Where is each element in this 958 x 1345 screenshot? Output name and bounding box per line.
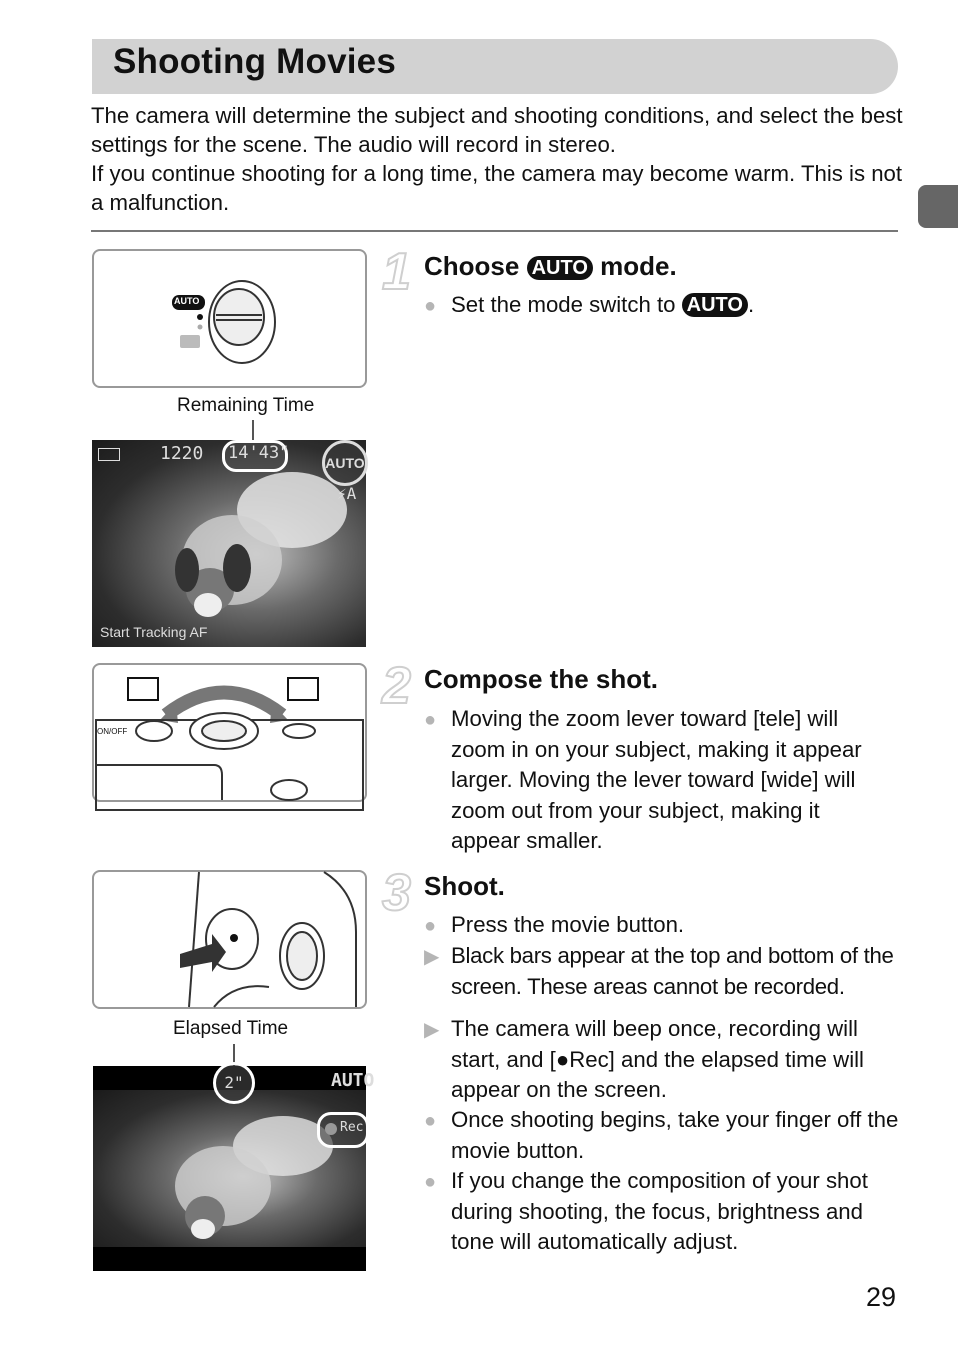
- mode-icon-label: AUTO: [325, 455, 365, 471]
- divider: [91, 230, 898, 232]
- step-3-number: 3: [382, 864, 411, 922]
- step-2-heading: Compose the shot.: [424, 664, 659, 694]
- circle-bullet-icon: ●: [424, 915, 437, 937]
- battery-icon: [98, 448, 120, 461]
- circle-bullet-icon: ●: [424, 709, 437, 731]
- step-1-bullet-before: Set the mode switch to: [451, 292, 682, 317]
- step-2-bullet-text: Moving the zoom lever toward [tele] will zoom in on your subject, making it appear larger. Moving the lever toward [wide] will zoom out from your subject, making it appear smaller.: [451, 706, 862, 853]
- auto-mode-icon: AUTO: [527, 256, 593, 280]
- shot-count: 1220: [160, 443, 204, 464]
- flash-auto-icon: ⚡A: [337, 484, 357, 503]
- recording-screen-photo: [93, 1066, 375, 1271]
- remaining-time: 14'43": [228, 443, 290, 463]
- page-title: Shooting Movies: [113, 42, 396, 81]
- circle-bullet-icon: ●: [424, 1171, 437, 1193]
- elapsed-time-caption: Elapsed Time: [173, 1018, 289, 1039]
- rec-dot-icon: [325, 1123, 337, 1135]
- section-tab: [918, 185, 958, 228]
- step-3-bullet-3: ▶ The camera will beep once, recording will start, and [●Rec] and the elapsed time will appear on the screen.: [424, 1014, 900, 1106]
- lcd-screen-photo: [92, 440, 366, 647]
- zoom-lever-icon: [94, 665, 365, 800]
- circle-bullet-icon: ●: [424, 295, 437, 317]
- step-1-heading-after: mode.: [592, 251, 677, 281]
- tracking-af-label: Start Tracking AF: [100, 624, 208, 640]
- page-number: 29: [866, 1282, 897, 1312]
- step-3-bullet-4: ● Once shooting begins, take your finger off the movie button.: [424, 1105, 900, 1166]
- remaining-time-caption: Remaining Time: [177, 395, 315, 416]
- auto-mode-icon: AUTO: [682, 293, 748, 317]
- step-3-heading: Shoot.: [424, 871, 505, 901]
- step-1-bullet-after: .: [747, 292, 755, 317]
- mode-switch-icon: [94, 251, 365, 386]
- step-3-bullet-2: ▶ Black bars appear at the top and bottom of the screen. These areas cannot be recorded.: [424, 941, 904, 1002]
- triangle-bullet-icon: ▶: [424, 1019, 440, 1041]
- elapsed-time-highlight: [213, 1062, 255, 1104]
- step-1-bullet: [424, 290, 904, 322]
- intro-paragraph-1: The camera will determine the subject and shooting conditions, and select the best settings for the scene. The audio will record in stereo.: [91, 103, 903, 157]
- step-1-heading: [424, 251, 677, 282]
- mode-switch-illustration: [92, 249, 367, 388]
- step-2-number: 2: [382, 657, 411, 715]
- step-3-bullet-1: ● Press the movie button.: [424, 910, 904, 942]
- mode-icon: AUTO: [331, 1070, 375, 1091]
- circle-bullet-icon: ●: [424, 1110, 437, 1132]
- intro-paragraph-2: If you continue shooting for a long time, the camera may become warm. This is not a malfunction.: [91, 161, 903, 215]
- zoom-lever-illustration: [92, 663, 367, 802]
- step-3-bullet-5: ● If you change the composition of your shot during shooting, the focus, brightness and tone will automatically adjust.: [424, 1166, 900, 1258]
- movie-button-icon: [94, 872, 365, 1007]
- triangle-bullet-icon: ▶: [424, 946, 440, 968]
- dial-auto-label: AUTO: [174, 296, 200, 306]
- intro-text: [91, 101, 906, 217]
- step-1-number: 1: [382, 243, 411, 301]
- step-1-heading-before: Choose: [424, 251, 527, 281]
- step-2-bullet: [424, 704, 894, 857]
- rec-highlight: [317, 1112, 369, 1148]
- mode-icon: [322, 440, 368, 486]
- elapsed-time: 2": [224, 1073, 244, 1092]
- rec-label: Rec: [340, 1120, 364, 1135]
- power-label: ON/OFF: [97, 727, 128, 736]
- movie-button-illustration: [92, 870, 367, 1009]
